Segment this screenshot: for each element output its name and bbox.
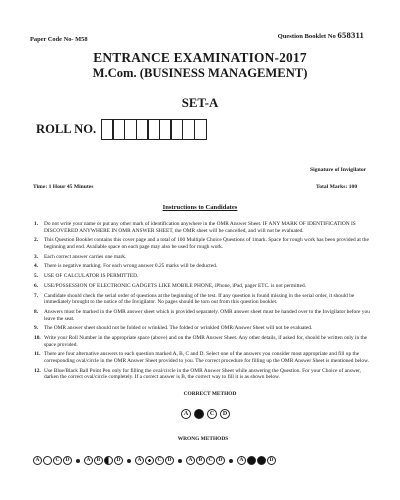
instruction-number: 1.	[34, 221, 39, 227]
wrong-bubble-c: C	[155, 456, 164, 465]
answer-bubble-d: D	[220, 409, 230, 419]
instruction-item	[34, 283, 374, 290]
wrong-methods-label: WRONG METHODS	[177, 436, 229, 442]
exam-title: ENTRANCE EXAMINATION-2017	[93, 50, 307, 65]
wrong-bubble-c	[104, 456, 113, 465]
instruction-item	[34, 237, 374, 250]
instruction-item	[34, 309, 374, 322]
instruction-item	[34, 351, 374, 364]
instruction-number: 4.	[34, 263, 39, 270]
group-separator	[127, 459, 131, 463]
roll-number-field	[36, 119, 207, 140]
instruction-item	[34, 335, 374, 348]
wrong-bubble-d: D	[114, 456, 123, 465]
instruction-number: 6.	[34, 282, 39, 289]
instruction-item	[34, 263, 374, 270]
total-marks: Total Marks: 100	[316, 184, 358, 190]
instructions-list	[34, 221, 374, 384]
roll-number-box	[194, 119, 207, 140]
instruction-item	[34, 368, 374, 381]
instruction-text: Each correct answer carries one mark.	[44, 253, 127, 260]
wrong-bubble-a: A	[186, 456, 195, 465]
wrong-bubble-a: A	[237, 456, 246, 465]
wrong-bubble-b: B	[247, 456, 256, 465]
group-separator	[76, 459, 80, 463]
instruction-text: Write your Roll Number in the appropriate space (above) and on the OMR Answer Sheet. Any other details, if asked for, should be written only in the space provided.	[44, 335, 368, 348]
booklet-number: 658311	[337, 30, 364, 40]
instruction-item	[34, 325, 374, 332]
instruction-item	[34, 273, 374, 280]
wrong-method-group	[186, 456, 225, 465]
roll-number-boxes	[102, 119, 206, 140]
wrong-bubble-c: C	[53, 456, 62, 465]
correct-method-label: CORRECT METHOD	[183, 391, 237, 397]
instruction-number: 12.	[34, 367, 41, 374]
instruction-number: 11.	[34, 351, 41, 358]
wrong-method-group	[135, 456, 174, 465]
group-separator	[229, 459, 233, 463]
wrong-bubble-b	[145, 456, 154, 465]
instruction-number: 10.	[34, 335, 41, 342]
wrong-bubble-a: A	[84, 456, 93, 465]
wrong-bubble-c: C	[257, 456, 266, 465]
instruction-number: 9.	[34, 325, 39, 332]
instruction-number: 3.	[34, 253, 39, 260]
set-label: SET-A	[181, 96, 219, 110]
paper-code: Paper Code No- M58	[30, 36, 88, 43]
wrong-bubble-a: A	[135, 456, 144, 465]
booklet-label: Question Booklet No	[277, 33, 336, 40]
wrong-bubble-d: D	[216, 456, 225, 465]
group-separator	[178, 459, 182, 463]
wrong-bubble-d: D	[165, 456, 174, 465]
answer-bubble-b: B	[194, 409, 204, 419]
instruction-item	[34, 254, 374, 261]
instruction-number: 2.	[34, 237, 39, 244]
instruction-number: 5.	[34, 273, 39, 280]
wrong-bubble-b: B	[196, 456, 205, 465]
instruction-text: USE/POSSESSION OF ELECTRONIC GADGETS LIKE MOBILE PHONE, iPhone, iPad, pager ETC. is not permitted.	[44, 282, 307, 289]
wrong-bubble-d: D	[63, 456, 72, 465]
wrong-methods-bubbles	[33, 456, 276, 465]
instruction-text: There is negative marking. For each wrong answer 0.25 marks will be deducted.	[44, 263, 218, 270]
instruction-item	[34, 221, 374, 234]
instruction-text: There are four alternative answers to each question marked A, B, C and D. Select one of the answers you consider most appropriate and fill up the corresponding oval/circle in the OMR Answer Sheet provided to you. The correct procedure for filling up the OMR Answer Sheet is mentioned below.	[44, 351, 370, 364]
wrong-bubble-c: C	[206, 456, 215, 465]
instruction-text: This Question Booklet contains this cover page and a total of 100 Multiple Choice Questions of 1mark. Space for rough work has been provided at the beginning and end. Available space on each page may also be used for rough work.	[44, 237, 369, 250]
instruction-text: The OMR answer sheet should not be folded or wrinkled. The folded or wrinkled OMR/Answer Sheet will not be evaluated.	[44, 325, 313, 332]
header-row	[10, 30, 392, 43]
instruction-number: 8.	[34, 309, 39, 316]
roll-number-label: ROLL NO.	[36, 122, 97, 136]
wrong-bubble-b	[43, 456, 52, 465]
correct-method-bubbles	[181, 409, 230, 419]
instruction-text: Use Blue/Black Ball Point Pen only for filling the oval/circle in the OMR Answer Sheet while answering the Question. For your Choice of answer, darken the correct oval/circle completely. If a correct answer is B, the correct way to fill it is as shown below.	[44, 367, 362, 381]
wrong-method-group	[237, 456, 276, 465]
wrong-method-group	[84, 456, 123, 465]
answer-bubble-a: A	[181, 409, 191, 419]
invigilator-signature-label: Signature of Invigilator	[310, 167, 367, 173]
wrong-bubble-a: A	[33, 456, 42, 465]
wrong-bubble-d: D	[267, 456, 276, 465]
instruction-text: USE OF CALCULATOR IS PERMITTED.	[44, 273, 139, 280]
instruction-item	[34, 293, 374, 306]
course-title: M.Com. (BUSINESS MANAGEMENT)	[92, 66, 308, 80]
instruction-number: 7.	[34, 292, 39, 299]
instruction-text: Do not write your name or put any other mark of identification anywhere in the OMR Answer Sheet. IF ANY MARK OF IDENTIFICATION IS DISCOVERED ANYWHERE IN OMR ANSWER SHEET, the OMR sheet will be cancelled, and will not be evaluated.	[44, 221, 356, 234]
answer-bubble-c: C	[207, 409, 217, 419]
booklet-number-line	[278, 30, 364, 40]
instructions-heading: Instructions to Candidates	[162, 204, 238, 211]
wrong-method-group	[33, 456, 72, 465]
wrong-bubble-b: B	[94, 456, 103, 465]
time-allowed: Time: 1 Hour 45 Minutes	[33, 184, 94, 190]
instruction-text: Answers must be marked in the OMR answer sheet which is provided separately. OMR answer sheet must be handed over to the Invigilator before you leave the seat.	[44, 309, 370, 322]
instruction-text: Candidate should check the serial order of questions at the beginning of the test. If any question is found missing in the serial order, it should be immediately brought to the notice of the Invigilator. No pages should be torn out from this question booklet.	[44, 292, 355, 306]
